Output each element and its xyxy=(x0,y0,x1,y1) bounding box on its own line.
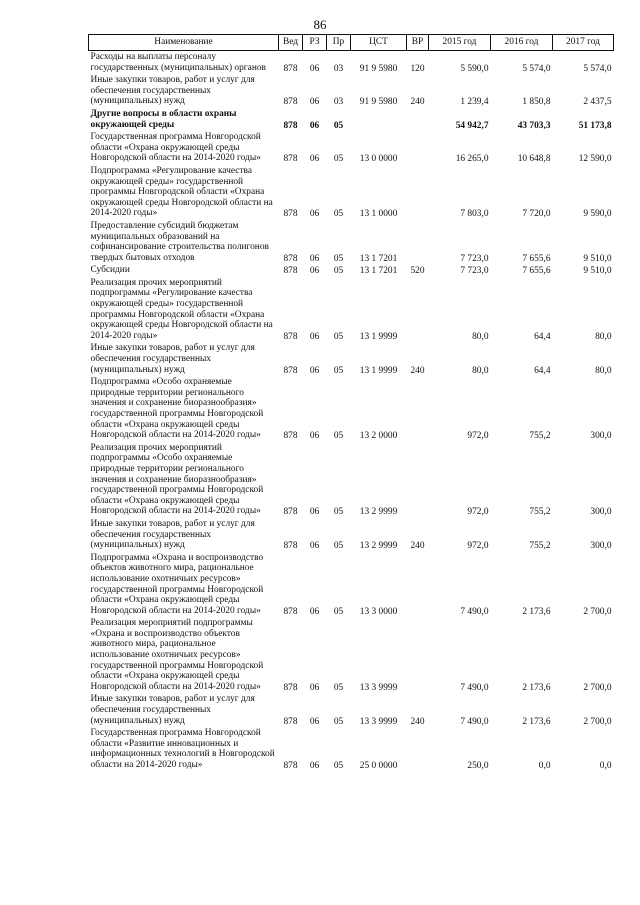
cell-2015: 7 723,0 xyxy=(460,266,489,277)
cell-name: Подпрограмма «Особо охраняемые природные территории регионального значения и сохранение биоразнообразия» государственной программы Новгородской области «Охрана окружающей среды Новгородской области на 2014-2020 годы» xyxy=(90,377,264,441)
table-header xyxy=(89,35,614,51)
cell-pr: 03 xyxy=(333,97,344,108)
cell-ved: 878 xyxy=(283,97,298,108)
cell-ved: 878 xyxy=(283,365,298,376)
cell-rz: 06 xyxy=(309,682,320,693)
cell-2016: 755,2 xyxy=(529,507,551,518)
cell-name: Государственная программа Новгородской области «Охрана окружающей среды Новгородской области на 2014-2020 годы» xyxy=(90,132,261,164)
cell-name: Расходы на выплаты персоналу государственных (муниципальных) органов xyxy=(90,52,266,73)
cell-vr xyxy=(407,727,429,771)
cell-vr xyxy=(407,376,429,442)
cell-rz: 06 xyxy=(309,431,320,442)
cell-2017: 9 510,0 xyxy=(583,253,612,264)
cell-2015: 80,0 xyxy=(472,331,489,342)
cell-rz: 06 xyxy=(309,209,320,220)
cell-name: Реализация мероприятий подпрограммы «Охрана и воспроизводство объектов животного мира, рациональное использование охотничьих ресурсов» государственной программы Новгородской области «Охрана окружающей среды Новгородской области на 2014-2020 годы» xyxy=(90,618,264,692)
cell-vr: 520 xyxy=(410,266,425,277)
header-rz: РЗ xyxy=(303,35,327,51)
cell-rz: 06 xyxy=(309,97,320,108)
cell-ved: 878 xyxy=(283,266,298,277)
cell-2017: 300,0 xyxy=(590,541,612,552)
cell-2015: 5 590,0 xyxy=(460,63,489,74)
cell-2017: 300,0 xyxy=(590,507,612,518)
cell-2015: 16 265,0 xyxy=(455,154,489,165)
cell-ved: 878 xyxy=(283,63,298,74)
cell-ved: 878 xyxy=(283,507,298,518)
table-row xyxy=(89,131,614,165)
cell-rz: 06 xyxy=(309,120,320,131)
cell-vr xyxy=(407,220,429,264)
cell-2016: 755,2 xyxy=(529,541,551,552)
table-row xyxy=(89,727,614,771)
cell-cst: 13 1 9999 xyxy=(359,331,398,342)
cell-2015: 250,0 xyxy=(467,761,489,771)
cell-rz: 06 xyxy=(309,606,320,617)
cell-rz: 06 xyxy=(309,253,320,264)
cell-name: Иные закупки товаров, работ и услуг для обеспечения государственных (муниципальных) нужд xyxy=(90,518,255,551)
header-2016: 2016 год xyxy=(491,35,553,51)
cell-cst: 13 3 9999 xyxy=(359,716,398,727)
table-body xyxy=(89,51,614,772)
cell-vr xyxy=(407,277,429,343)
cell-cst xyxy=(351,108,407,131)
table-row xyxy=(89,376,614,442)
cell-cst: 13 2 9999 xyxy=(359,541,398,552)
cell-2016: 2 173,6 xyxy=(522,682,551,693)
cell-pr: 05 xyxy=(333,716,344,727)
cell-cst: 13 1 7201 xyxy=(359,253,398,264)
cell-2016: 7 720,0 xyxy=(522,209,551,220)
cell-2017: 51 173,8 xyxy=(578,120,612,131)
cell-ved: 878 xyxy=(283,716,298,727)
cell-ved: 878 xyxy=(283,682,298,693)
cell-2016: 7 655,6 xyxy=(522,266,551,277)
cell-2017: 12 590,0 xyxy=(578,154,612,165)
table-row xyxy=(89,277,614,343)
cell-pr: 03 xyxy=(333,63,344,74)
cell-ved: 878 xyxy=(283,541,298,552)
cell-cst: 91 9 5980 xyxy=(359,63,398,74)
cell-2016: 5 574,0 xyxy=(522,63,551,74)
cell-vr: 240 xyxy=(410,541,425,552)
cell-cst: 13 1 9999 xyxy=(359,365,398,376)
cell-name: Государственная программа Новгородской области «Развитие инновационных и информационных технологий в Новгородской области на 2014-2020 годы» xyxy=(90,728,275,770)
cell-pr: 05 xyxy=(333,365,344,376)
table-row xyxy=(89,518,614,552)
cell-vr xyxy=(407,617,429,693)
cell-cst: 13 1 0000 xyxy=(359,209,398,220)
cell-2015: 972,0 xyxy=(467,431,489,442)
cell-pr: 05 xyxy=(333,154,344,165)
cell-pr: 05 xyxy=(333,606,344,617)
cell-2016: 64,4 xyxy=(534,365,551,376)
cell-2017: 2 700,0 xyxy=(583,716,612,727)
table-row xyxy=(89,264,614,277)
cell-cst: 13 3 9999 xyxy=(359,682,398,693)
cell-name: Иные закупки товаров, работ и услуг для обеспечения государственных (муниципальных) нужд xyxy=(90,75,255,107)
cell-2016: 10 648,8 xyxy=(517,154,551,165)
cell-ved: 878 xyxy=(283,154,298,165)
cell-pr: 05 xyxy=(333,209,344,220)
cell-ved: 878 xyxy=(283,331,298,342)
table-row xyxy=(89,108,614,131)
cell-2015: 7 490,0 xyxy=(460,716,489,727)
cell-name: Иные закупки товаров, работ и услуг для обеспечения государственных (муниципальных) нужд xyxy=(90,343,255,375)
cell-2017: 80,0 xyxy=(595,331,612,342)
cell-vr: 240 xyxy=(410,716,425,727)
cell-name: Иные закупки товаров, работ и услуг для обеспечения государственных (муниципальных) нужд xyxy=(90,694,255,726)
table-row xyxy=(89,74,614,108)
cell-2016: 755,2 xyxy=(529,431,551,442)
cell-2017: 300,0 xyxy=(590,431,612,442)
table-row xyxy=(89,342,614,376)
cell-name: Предоставление субсидий бюджетам муниципальных образований на софинансирование строительства полигонов твердых бытовых отходов xyxy=(90,220,269,263)
cell-2015: 972,0 xyxy=(467,541,489,552)
cell-name: Субсидии xyxy=(90,265,130,276)
cell-ved: 878 xyxy=(283,761,298,771)
cell-vr: 120 xyxy=(410,63,425,74)
cell-rz: 06 xyxy=(309,541,320,552)
cell-vr xyxy=(407,442,429,518)
cell-pr: 05 xyxy=(333,253,344,264)
cell-pr: 05 xyxy=(333,507,344,518)
cell-ved: 878 xyxy=(283,606,298,617)
cell-2015: 972,0 xyxy=(467,507,489,518)
header-name: Наименование xyxy=(89,35,279,51)
header-pr: Пр xyxy=(327,35,351,51)
cell-2016: 0,0 xyxy=(538,761,551,771)
cell-cst: 25 0 0000 xyxy=(359,761,398,771)
table-row xyxy=(89,693,614,727)
cell-2017: 9 510,0 xyxy=(583,266,612,277)
cell-cst: 13 1 7201 xyxy=(359,266,398,277)
cell-2015: 7 803,0 xyxy=(460,209,489,220)
cell-vr xyxy=(407,552,429,618)
table-row xyxy=(89,617,614,693)
cell-name: Реализация прочих мероприятий подпрограммы «Регулирование качества окружающей среды» государственной программы Новгородской области «Охрана окружающей среды Новгородской области на 2014-2020 годы» xyxy=(90,277,273,341)
budget-table xyxy=(88,34,614,772)
cell-rz: 06 xyxy=(309,365,320,376)
cell-2016: 43 703,3 xyxy=(517,120,551,131)
cell-name: Другие вопросы в области охраны окружающей среды xyxy=(90,108,237,130)
table-row xyxy=(89,552,614,618)
cell-2017: 2 700,0 xyxy=(583,682,612,693)
cell-pr: 05 xyxy=(333,431,344,442)
cell-2017: 2 437,5 xyxy=(583,97,612,108)
cell-cst: 13 0 0000 xyxy=(359,154,398,165)
cell-2017: 5 574,0 xyxy=(583,63,612,74)
cell-2015: 1 239,4 xyxy=(460,97,489,108)
table-row xyxy=(89,51,614,75)
cell-pr: 05 xyxy=(333,331,344,342)
cell-ved: 878 xyxy=(283,431,298,442)
cell-name: Подпрограмма «Регулирование качества окружающей среды» государственной программы Новгородской области «Охрана окружающей среды Новгородской области на 2014-2020 годы» xyxy=(90,165,273,219)
cell-2017: 0,0 xyxy=(599,761,612,771)
cell-rz: 06 xyxy=(309,63,320,74)
cell-2016: 2 173,6 xyxy=(522,716,551,727)
cell-pr: 05 xyxy=(333,682,344,693)
cell-rz: 06 xyxy=(309,266,320,277)
cell-vr: 240 xyxy=(410,97,425,108)
header-2015: 2015 год xyxy=(429,35,491,51)
header-vr: ВР xyxy=(407,35,429,51)
cell-2017: 2 700,0 xyxy=(583,606,612,617)
cell-vr: 240 xyxy=(410,365,425,376)
cell-rz: 06 xyxy=(309,331,320,342)
cell-ved: 878 xyxy=(283,209,298,220)
table-row xyxy=(89,442,614,518)
cell-2017: 9 590,0 xyxy=(583,209,612,220)
cell-2016: 7 655,6 xyxy=(522,253,551,264)
cell-cst: 13 3 0000 xyxy=(359,606,398,617)
header-2017: 2017 год xyxy=(553,35,614,51)
cell-2015: 80,0 xyxy=(472,365,489,376)
cell-2016: 2 173,6 xyxy=(522,606,551,617)
table-row xyxy=(89,165,614,220)
cell-vr xyxy=(407,108,429,131)
cell-cst: 91 9 5980 xyxy=(359,97,398,108)
cell-name: Реализация прочих мероприятий подпрограммы «Особо охраняемые природные территории регионального значения и сохранение биоразнообразия» государственной программы Новгородской области «Охрана окружающей среды Новгородской области на 2014-2020 годы» xyxy=(90,442,264,517)
cell-2015: 7 490,0 xyxy=(460,682,489,693)
cell-pr: 05 xyxy=(333,761,344,771)
cell-rz: 06 xyxy=(309,154,320,165)
cell-vr xyxy=(407,131,429,165)
cell-rz: 06 xyxy=(309,507,320,518)
table-row xyxy=(89,220,614,264)
cell-ved: 878 xyxy=(283,253,298,264)
cell-2016: 1 850,8 xyxy=(522,97,551,108)
cell-name: Подпрограмма «Охрана и воспроизводство объектов животного мира, рациональное использование охотничьих ресурсов» государственной программы Новгородской области «Охрана окружающей среды Новгородской области на 2014-2020 годы» xyxy=(90,552,264,616)
header-cst: ЦСТ xyxy=(351,35,407,51)
cell-cst: 13 2 0000 xyxy=(359,431,398,442)
cell-2017: 80,0 xyxy=(595,365,612,376)
cell-2015: 7 490,0 xyxy=(460,606,489,617)
page-number: 86 xyxy=(313,17,327,32)
cell-2015: 54 942,7 xyxy=(455,120,489,131)
cell-pr: 05 xyxy=(333,266,344,277)
cell-vr xyxy=(407,165,429,220)
header-ved: Вед xyxy=(279,35,303,51)
cell-rz: 06 xyxy=(309,761,320,771)
cell-pr: 05 xyxy=(333,120,344,131)
cell-2015: 7 723,0 xyxy=(460,253,489,264)
cell-ved: 878 xyxy=(283,120,298,131)
cell-rz: 06 xyxy=(309,716,320,727)
cell-pr: 05 xyxy=(333,541,344,552)
cell-cst: 13 2 9999 xyxy=(359,507,398,518)
cell-2016: 64,4 xyxy=(534,331,551,342)
